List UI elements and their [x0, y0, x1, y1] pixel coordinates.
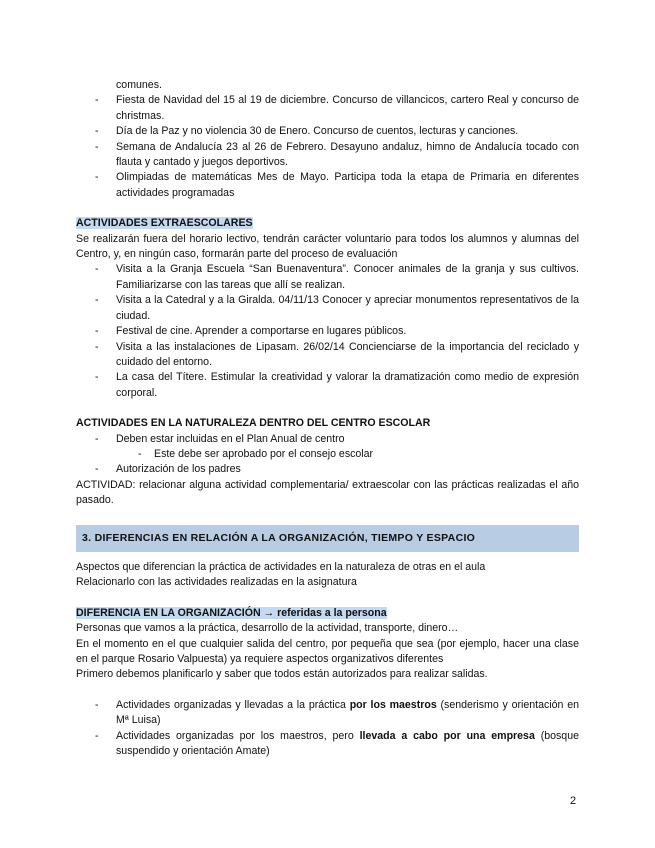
list-item: - Festival de cine. Aprender a comportarse en lugares públicos.: [95, 325, 407, 338]
list-item: - Visita a la Granja Escuela “San Buenaventura”. Conocer animales de la granja y sus cultivos. Familiarizarse con las tareas que allí se realizan.: [95, 263, 579, 291]
section-heading: 3. DIFERENCIAS EN RELACIÓN A LA ORGANIZACIÓN, TIEMPO Y ESPACIO: [76, 525, 579, 552]
extraescolares-intro: Se realizarán fuera del horario lectivo, tendrán carácter voluntario para todos los alumnos y alumnas del Centro, y, en ningún caso, formarán parte del proceso de evaluación: [76, 232, 579, 261]
list-item: comunes.: [116, 79, 162, 91]
list-item: - La casa del Títere. Estimular la creatividad y valorar la dramatización como medio de expresión corporal.: [95, 371, 579, 399]
activity-note: ACTIVIDAD: relacionar alguna actividad complementaria/ extraescolar con las prácticas realizadas el año pasado.: [76, 478, 579, 507]
list-item: - Actividades organizadas y llevadas a la práctica por los maestros (senderismo y orientación en Mª Luisa): [95, 698, 579, 727]
page-number: 2: [570, 795, 577, 807]
organizacion-heading: DIFERENCIA EN LA ORGANIZACIÓN → referidas a la persona: [76, 606, 387, 619]
extraescolares-heading: ACTIVIDADES EXTRAESCOLARES: [76, 217, 253, 230]
organizacion-text: En el momento en el que cualquier salida del centro, por pequeña que sea (por ejemplo, hacer una clase en el parque Rosario Valpuesta) ya requiere aspectos organizativos diferentes: [76, 637, 579, 665]
list-item: - Actividades organizadas por los maestros, pero llevada a cabo por una empresa (bosque suspendido y orientación Amate): [95, 729, 579, 758]
list-item: - Olimpiadas de matemáticas Mes de Mayo. Participa toda la etapa de Primaria en diferentes actividades programadas: [95, 171, 579, 199]
list-item: - Autorización de los padres: [95, 463, 241, 476]
section-text: Relacionarlo con las actividades realizadas en la asignatura: [76, 576, 357, 589]
list-item: - Visita a las instalaciones de Lipasam. 26/02/14 Concienciarse de la importancia del reciclado y cuidado del entorno.: [95, 340, 579, 368]
list-item: - Fiesta de Navidad del 15 al 19 de diciembre. Concurso de villancicos, cartero Real y concurso de christmas.: [95, 94, 579, 122]
list-item: - Día de la Paz y no violencia 30 de Enero. Concurso de cuentos, lecturas y canciones.: [95, 125, 519, 138]
naturaleza-heading: ACTIVIDADES EN LA NATURALEZA DENTRO DEL CENTRO ESCOLAR: [76, 417, 431, 430]
list-item: - Semana de Andalucía 23 al 26 de Febrero. Desayuno andaluz, himno de Andalucía tocado con flauta y cantado y juegos deportivos.: [95, 140, 579, 169]
list-item: - Deben estar incluidas en el Plan Anual de centro: [95, 432, 345, 445]
organizacion-text: Personas que vamos a la práctica, desarrollo de la actividad, transporte, dinero…: [76, 622, 459, 635]
list-item: - Visita a la Catedral y a la Giralda. 04/11/13 Conocer y apreciar monumentos representativos de la ciudad.: [95, 294, 579, 322]
sub-list-item: - Este debe ser aprobado por el consejo escolar: [138, 447, 374, 460]
document-body: [76, 78, 579, 759]
organizacion-text: Primero debemos planificarlo y saber que todos están autorizados para realizar salidas.: [76, 668, 488, 681]
section-text: Aspectos que diferencian la práctica de actividades en la naturaleza de otras en el aula: [76, 560, 486, 573]
